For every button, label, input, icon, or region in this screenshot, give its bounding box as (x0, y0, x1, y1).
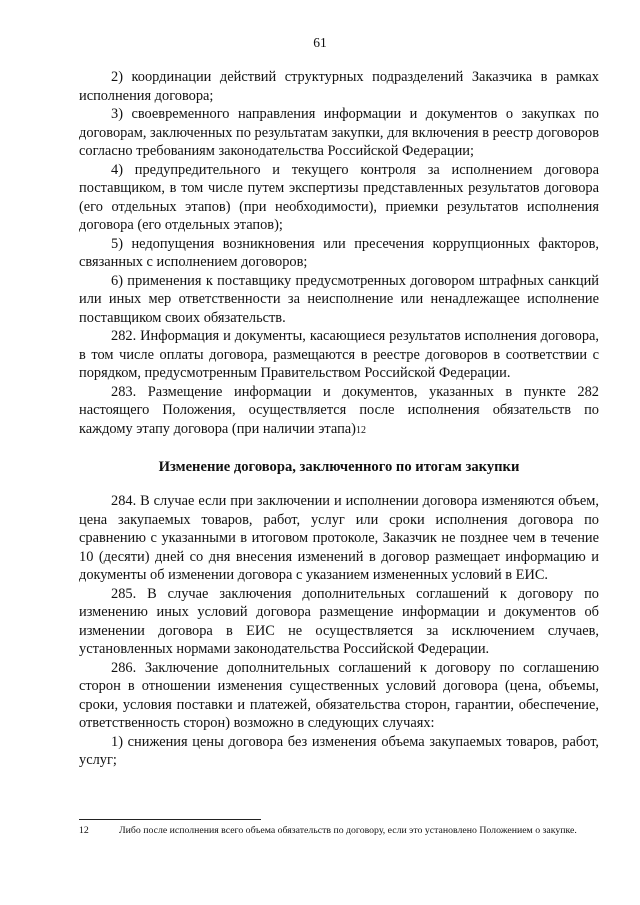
footnote-number: 12 (79, 825, 89, 836)
footnote (79, 824, 599, 837)
paragraph: 6) применения к поставщику предусмотренных договором штрафных санкций или иных мер ответственности за неисполнение или ненадлежащее исполнение поставщиком своих обязательств. (79, 272, 599, 326)
footnote-text: Либо после исполнения всего объема обязательств по договору, если это установлено Положением о закупке. (119, 825, 577, 836)
paragraph: 286. Заключение дополнительных соглашений к договору по соглашению сторон в отношении изменения существенных условий договора (цена, объемы, сроки, условия поставки и платежей, обязательства сторон, гарантии, обеспечение, ответственность сторон) возможно в следующих случаях: (79, 659, 599, 731)
paragraph: 284. В случае если при заключении и исполнении договора изменяются объем, цена закупаемых товаров, работ, услуг или сроки исполнения договора по сравнению с указанными в итоговом протоколе, Заказчик не позднее чем в течение 10 (десяти) дней со дня внесения изменений в договор размещает информацию и документы об изменении договора с указанием измененных условий в ЕИС. (79, 493, 599, 583)
page-number: 61 (313, 35, 327, 50)
paragraph: 5) недопущения возникновения или пресечения коррупционных факторов, связанных с исполнением договоров; (79, 235, 599, 270)
footnote-reference: 12 (355, 424, 366, 436)
paragraph: 282. Информация и документы, касающиеся результатов исполнения договора, в том числе оплаты договора, размещаются в реестре договоров в соответствии с порядком, предусмотренным Правительством Российской Федерации. (79, 328, 599, 381)
section-heading: Изменение договора, заключенного по итогам закупки (158, 459, 520, 475)
document-body (79, 68, 599, 770)
paragraph: 3) своевременного направления информации и документов о закупках по договорам, заключенных по результатам закупки, для включения в реестр договоров согласно требованиям законодательства Российской Федерации; (79, 106, 599, 159)
paragraph-283-text: 283. Размещение информации и документов, указанных в пункте 282 настоящего Положения, осуществляется после исполнения обязательств по каждому этапу договора (при наличии этапа) (79, 383, 599, 437)
paragraph-283 (79, 383, 599, 441)
footnote-separator (79, 819, 261, 820)
paragraph: 2) координации действий структурных подразделений Заказчика в рамках исполнения договора; (79, 69, 599, 104)
paragraph: 285. В случае заключения дополнительных соглашений к договору по изменению иных условий договора размещение информации и документов об изменении договора в ЕИС не осуществляется за исключением случаев, установленных нормами законодательства Российской Федерации. (79, 585, 599, 657)
paragraph: 1) снижения цены договора без изменения объема закупаемых товаров, работ, услуг; (79, 733, 599, 768)
paragraph: 4) предупредительного и текущего контроля за исполнением договора поставщиком, в том числе путем экспертизы представленных результатов договора (его отдельных этапов) (при необходимости), приемки результатов исполнения договора (его отдельных этапов); (79, 161, 599, 233)
